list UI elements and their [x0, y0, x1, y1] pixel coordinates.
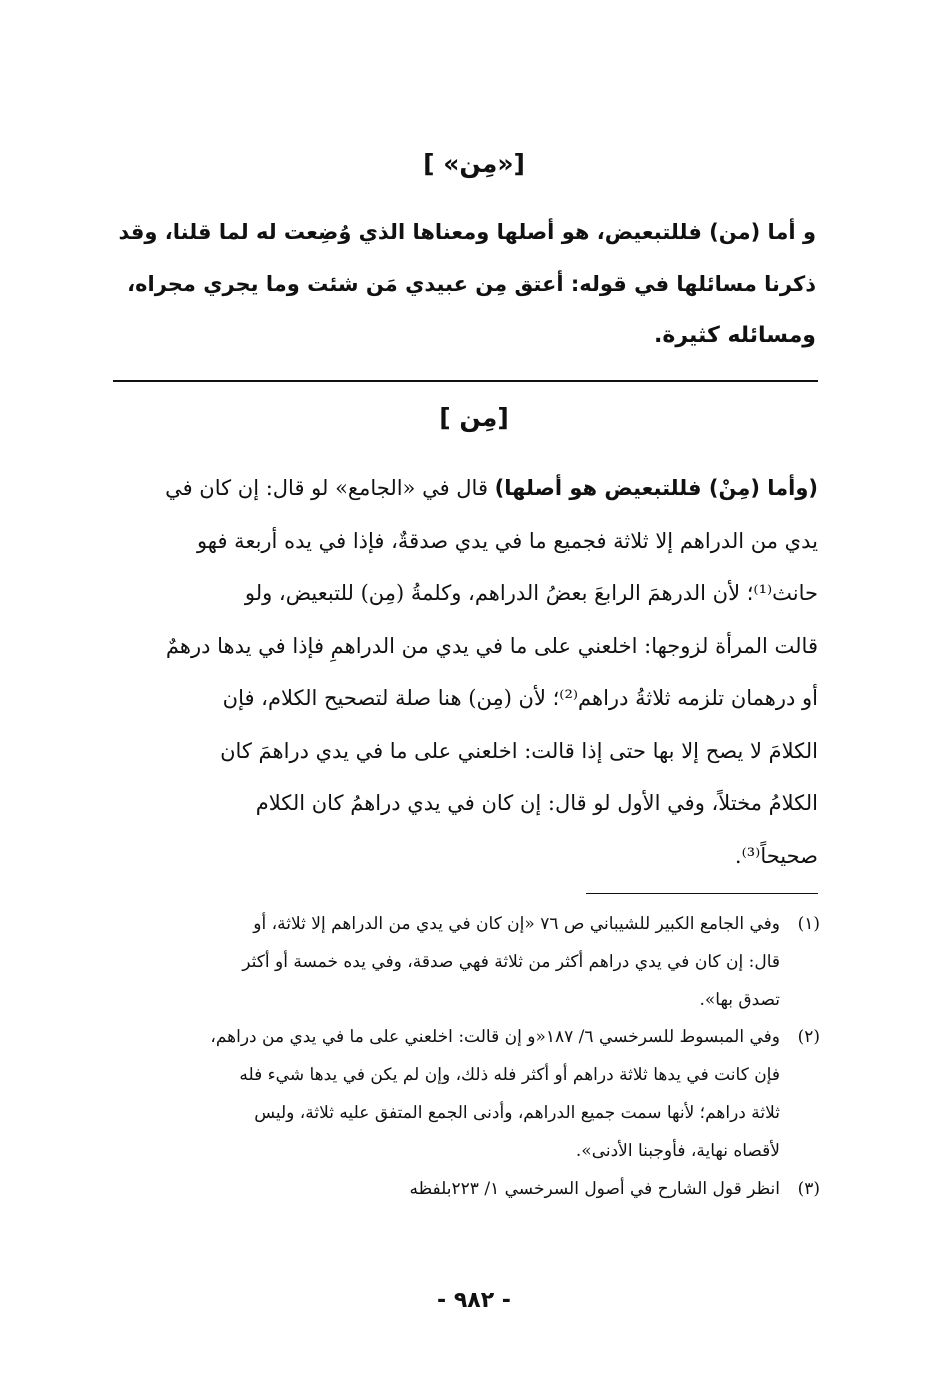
matn-line: ومسائله كثيرة. [654, 323, 816, 348]
section-divider [113, 380, 818, 382]
footnote-2 [110, 1018, 820, 1170]
commentary-text: قال في «الجامع» لو قال: إن كان في [165, 476, 495, 500]
footnote-number: (٣) [797, 1179, 820, 1199]
commentary-quote: (وأما (مِنْ) فللتبعيض هو أصلها) [494, 476, 818, 500]
footnote-rule [586, 893, 818, 894]
commentary-line: حانث⁽¹⁾؛ لأن الدرهمَ الرابعَ بعضُ الدراهم، وكلمةُ (مِن) للتبعيض، ولو [244, 581, 818, 605]
footnote-line: ثلاثة دراهم؛ لأنها سمت جميع الدراهم، وأدنى الجمع المتفق عليه ثلاثة، وليس [254, 1103, 780, 1123]
footnote-3 [110, 1170, 820, 1208]
footnote-line: قال: إن كان في يدي دراهم أكثر من ثلاثة فهي صدقة، وفي يده خمسة أو أكثر [242, 952, 780, 972]
matn-line: ذكرنا مسائلها في قوله: أعتق مِن عبيدي مَن شئت وما يجري مجراه، [127, 272, 816, 296]
commentary-paragraph [113, 462, 818, 882]
commentary-line: صحيحاً⁽³⁾. [734, 843, 818, 868]
commentary-line: قالت المرأة لزوجها: اخلعني على ما في يدي من الدراهمِ فإذا في يدها درهمٌ [165, 633, 818, 658]
footnote-1 [110, 905, 820, 1019]
matn-line: و أما (من) فللتبعيض، هو أصلها ومعناها الذي وُضِعت له لما قلنا، وقد [118, 220, 816, 244]
footnote-number: (١) [797, 914, 820, 934]
footnote-number: (٢) [797, 1027, 820, 1047]
footnote-line: وفي الجامع الكبير للشيباني ص ٧٦ «إن كان في يدي من الدراهم إلا ثلاثة، أو [253, 914, 780, 934]
commentary-line: الكلامُ مختلاً، وفي الأول لو قال: إن كان في يدي دراهمُ كان الكلام [255, 791, 818, 815]
footnote-line: لأقصاه نهاية، فأوجبنا الأدنى». [575, 1141, 780, 1161]
commentary-line [113, 462, 818, 515]
footnote-line: انظر قول الشارح في أصول السرخسي ١/ ٢٢٣بلفظه [409, 1179, 780, 1199]
page-number: - ٩٨٢ - [437, 1288, 511, 1313]
commentary-heading: [مِن ] [439, 403, 509, 432]
commentary-line: يدي من الدراهم إلا ثلاثة فجميع ما في يدي صدقةٌ، فإذا في يده أربعة فهو [196, 528, 818, 553]
footnote-line: تصدق بها». [699, 990, 780, 1010]
commentary-line: الكلامَ لا يصح إلا بها حتى إذا قالت: اخلعني على ما في يدي دراهمَ كان [220, 738, 818, 763]
commentary-line: أو درهمان تلزمه ثلاثةُ دراهم⁽²⁾؛ لأن (مِن) هنا صلة لتصحيح الكلام، فإن [222, 686, 818, 710]
matn-heading: [«مِن» ] [423, 149, 525, 178]
footnote-line: فإن كانت في يدها ثلاثة دراهم أو أكثر فله ذلك، وإن لم يكن في يدها شيء فله [239, 1065, 780, 1085]
footnote-line: وفي المبسوط للسرخسي ٦/ ١٨٧«و إن قالت: اخلعني على ما في يدي من دراهم، [210, 1027, 780, 1047]
matn-paragraph [116, 206, 816, 362]
